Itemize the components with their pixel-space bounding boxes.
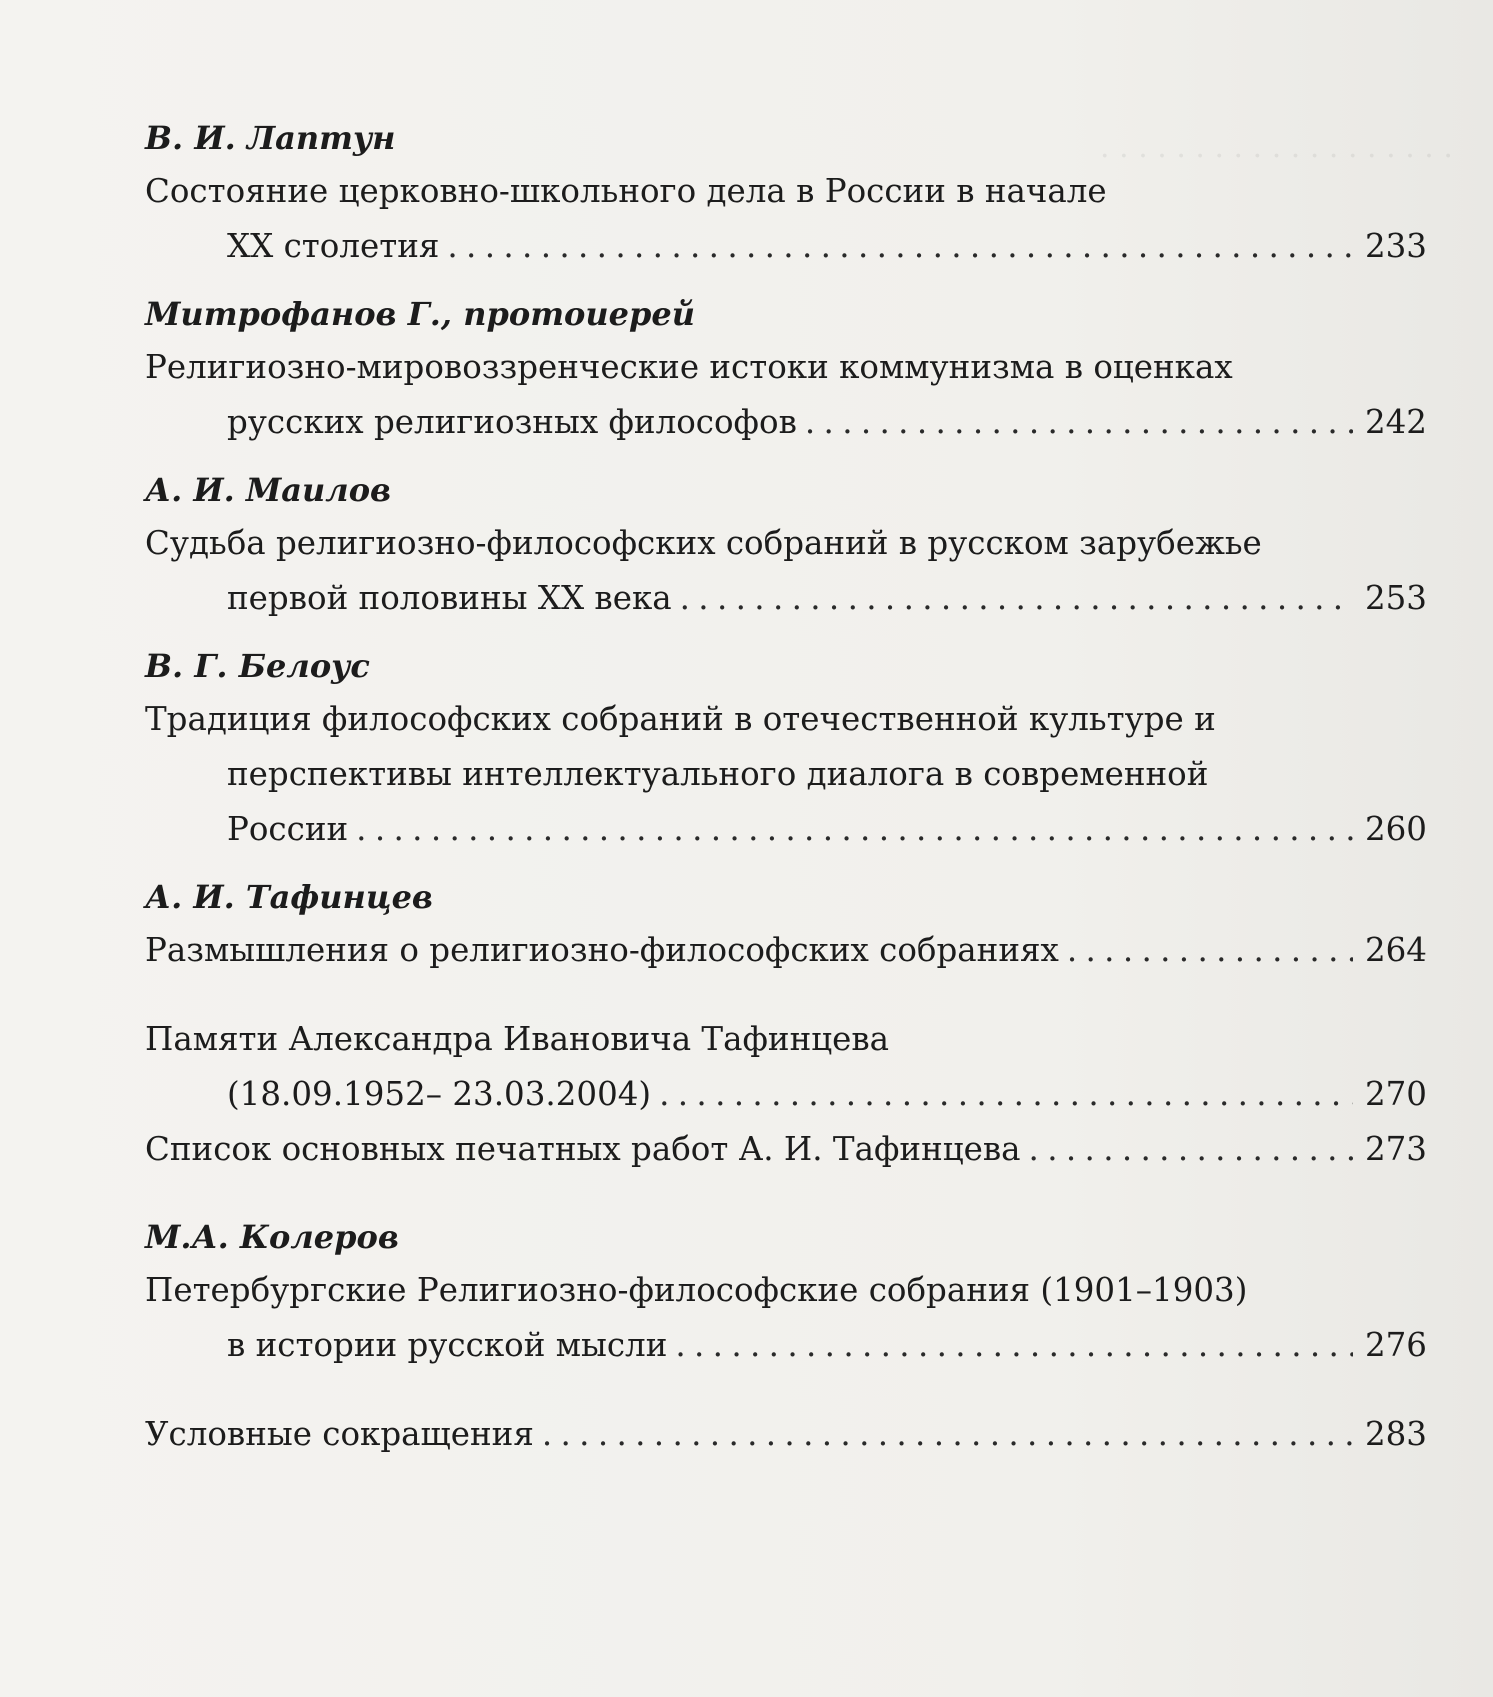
- page-number: 260: [1364, 810, 1427, 848]
- page-number: 270: [1364, 1075, 1427, 1113]
- dot-leader: [680, 571, 1353, 626]
- abbreviations-title: Условные сокращения: [145, 1415, 534, 1453]
- toc-entry-link[interactable]: [145, 1122, 1427, 1177]
- toc-entry-link[interactable]: [145, 802, 1427, 857]
- page-number: 253: [1364, 579, 1427, 617]
- dot-leader: [675, 1318, 1353, 1373]
- toc-entry-link[interactable]: [145, 571, 1427, 626]
- page-number: 273: [1364, 1130, 1427, 1168]
- entry-title-last-line: первой половины XX века: [227, 579, 672, 617]
- page-number: 233: [1364, 227, 1427, 265]
- entry-title-last-line: России: [227, 810, 349, 848]
- memorial-title: Памяти Александра Ивановича Тафинцева: [145, 1020, 890, 1058]
- entry-title-line: Судьба религиозно-философских собраний в русском зарубежье: [145, 524, 1262, 562]
- toc-entry-link[interactable]: [145, 1067, 1427, 1122]
- dot-leader: [659, 1067, 1353, 1122]
- dot-leader: [805, 395, 1353, 450]
- dot-leader: [1029, 1122, 1353, 1177]
- dot-leader: [447, 219, 1353, 274]
- entry-author: Митрофанов Г., протоиерей: [145, 295, 696, 333]
- entry-author: М.А. Колеров: [145, 1218, 399, 1256]
- bleed-through-text: . . . . . . . . . . . . . . . . . . .: [1100, 130, 1453, 165]
- memorial-dates: (18.09.1952– 23.03.2004): [227, 1075, 652, 1113]
- entry-author: А. И. Тафинцев: [145, 878, 433, 916]
- page-number: 264: [1364, 931, 1427, 969]
- dot-leader: [356, 802, 1353, 857]
- entry-title-line: Традиция философских собраний в отечественной культуре и: [145, 700, 1216, 738]
- page-number: 276: [1364, 1326, 1427, 1364]
- entry-author: А. И. Маилов: [145, 471, 392, 509]
- page-number: 242: [1364, 403, 1427, 441]
- toc-entry-link[interactable]: [145, 395, 1427, 450]
- dot-leader: [1067, 923, 1353, 978]
- entry-title-line: перспективы интеллектуального диалога в современной: [227, 755, 1209, 793]
- entry-title-last-line: русских религиозных философов: [227, 403, 797, 441]
- entry-title-last-line: в истории русской мысли: [227, 1326, 668, 1364]
- toc-entry-link[interactable]: [145, 923, 1427, 978]
- entry-author: В. И. Лаптун: [145, 119, 396, 157]
- entry-title-line: Петербургские Религиозно-философские собрания (1901–1903): [145, 1271, 1248, 1309]
- toc-entry-link[interactable]: [145, 219, 1427, 274]
- page-number: 283: [1364, 1415, 1427, 1453]
- dot-leader: [542, 1407, 1353, 1462]
- works-list-title: Список основных печатных работ А. И. Тафинцева: [145, 1130, 1021, 1168]
- entry-title-line: Религиозно-мировоззренческие истоки коммунизма в оценках: [145, 348, 1233, 386]
- entry-title-last-line: Размышления о религиозно-философских собраниях: [145, 931, 1059, 969]
- toc-entry-link[interactable]: [145, 1318, 1427, 1373]
- entry-title-line: Состояние церковно-школьного дела в России в начале: [145, 172, 1107, 210]
- table-of-contents: [145, 112, 1427, 1462]
- entry-title-last-line: XX столетия: [227, 227, 440, 265]
- entry-author: В. Г. Белоус: [145, 647, 370, 685]
- toc-entry-link[interactable]: [145, 1407, 1427, 1462]
